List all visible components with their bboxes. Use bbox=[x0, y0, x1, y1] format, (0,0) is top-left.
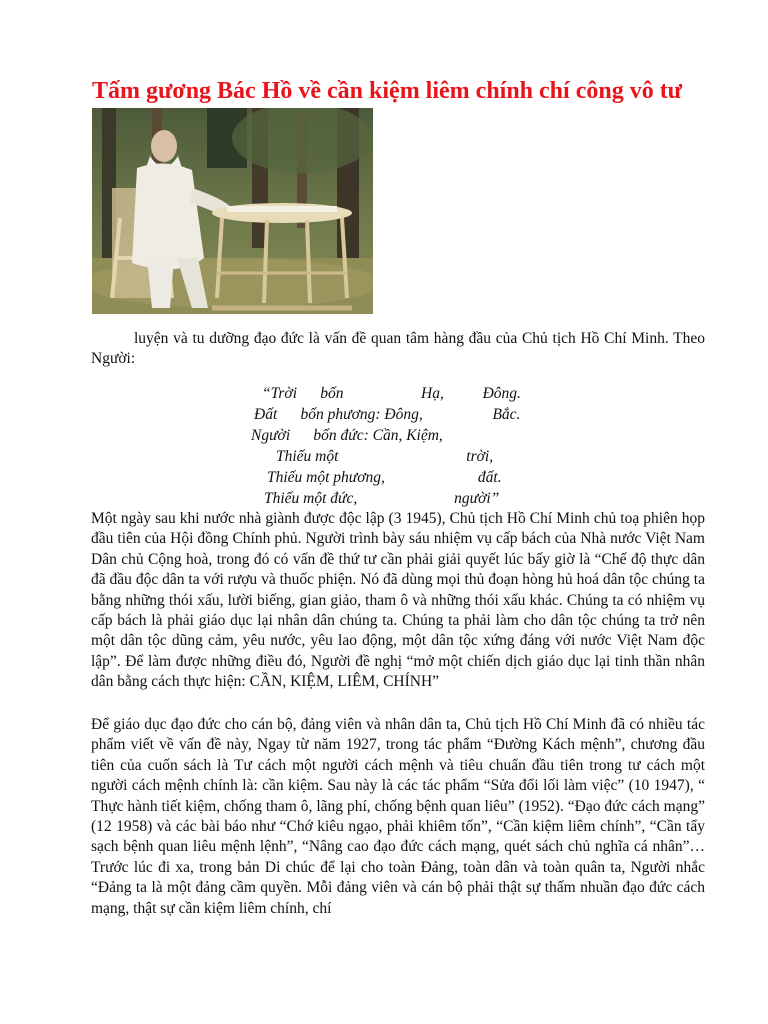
page-title: Tấm gương Bác Hồ về cần kiệm liêm chính chí công vô tư bbox=[92, 78, 683, 104]
poem-line: “Trời bốn Hạ, Đông. bbox=[262, 385, 521, 402]
poem-line: Thiếu một phương, đất. bbox=[267, 469, 502, 486]
intro-paragraph: luyện và tu dưỡng đạo đức là vấn đề quan tâm hàng đầu của Chủ tịch Hồ Chí Minh. Theo Người: bbox=[91, 330, 705, 368]
body-paragraph: Để giáo dục đạo đức cho cán bộ, đảng viên và nhân dân ta, Chủ tịch Hồ Chí Minh đã có nhiều tác phẩm viết về vấn đề này, Ngay từ năm 1927, trong tác phẩm “Đường Kách mệnh”, chương đầu tiên của cuốn sách là Tư cách một người cách mệnh và tiêu chuẩn đầu tiên trong tư cách một người cách mệnh chính là: cần kiệm. Sau này là các tác phẩm “Sửa đổi lối làm việc” (10 1947), “ Thực hành tiết kiệm, chống tham ô, lãng phí, chống bệnh quan liêu” (1952). “Đạo đức cách mạng” (12 1958) và các bài báo như “Chớ kiêu ngạo, phải khiêm tốn”, “Cần kiệm liêm chính”, “Cần tẩy sạch bệnh quan liêu mệnh lệnh”, “Nâng cao đạo đức cách mạng, quét sách chủ nghĩa cá nhân”… Trước lúc đi xa, trong bản Di chúc để lại cho toàn Đảng, toàn dân và toàn quân ta, Người nhắc “Đảng ta là một đảng cầm quyền. Mỗi đảng viên và cán bộ phải thật sự thấm nhuần đạo đức cách mạng, thật sự cần kiệm liêm chính, chí bbox=[91, 716, 705, 917]
poem-line: Người bốn đức: Cần, Kiệm, bbox=[251, 427, 443, 444]
photo-illustration bbox=[92, 108, 373, 314]
poem-line: Thiếu một trời, bbox=[276, 448, 494, 465]
body-paragraph: Một ngày sau khi nước nhà giành được độc lập (3 1945), Chủ tịch Hồ Chí Minh chủ toạ phiên họp đầu tiên của Hội đồng Chính phủ. Người trình bày sáu nhiệm vụ cấp bách của Nhà nước Việt Nam Dân chủ Cộng hoà, trong đó có vấn đề thứ tư cần phải giải quyết lúc bấy giờ là “Chế độ thực dân đã đầu độc dân ta với rượu và thuốc phiện. Nó đã dùng mọi thủ đoạn hòng hủ hoá dân tộc chúng ta bằng những thói xấu, lười biếng, gian giảo, tham ô và những thói xấu khác. Chúng ta có nhiệm vụ cấp bách là phải giáo dục lại nhân dân chúng ta. Chúng ta phải làm cho dân tộc chúng ta trở nên một dân tộc dũng cảm, yêu nước, yêu lao động, một dân tộc xứng đáng với nước Việt Nam độc lập”. Để làm được những điều đó, Người đề nghị “mở một chiến dịch giáo dục lại tinh thần nhân dân bằng cách thực hiện: CẦN, KIỆM, LIÊM, CHÍNH” bbox=[91, 510, 705, 691]
portrait-photo bbox=[92, 108, 373, 314]
poem-line: Đất bốn phương: Đông, Bắc. bbox=[254, 406, 521, 423]
poem-line: Thiếu một đức, người” bbox=[264, 490, 500, 507]
